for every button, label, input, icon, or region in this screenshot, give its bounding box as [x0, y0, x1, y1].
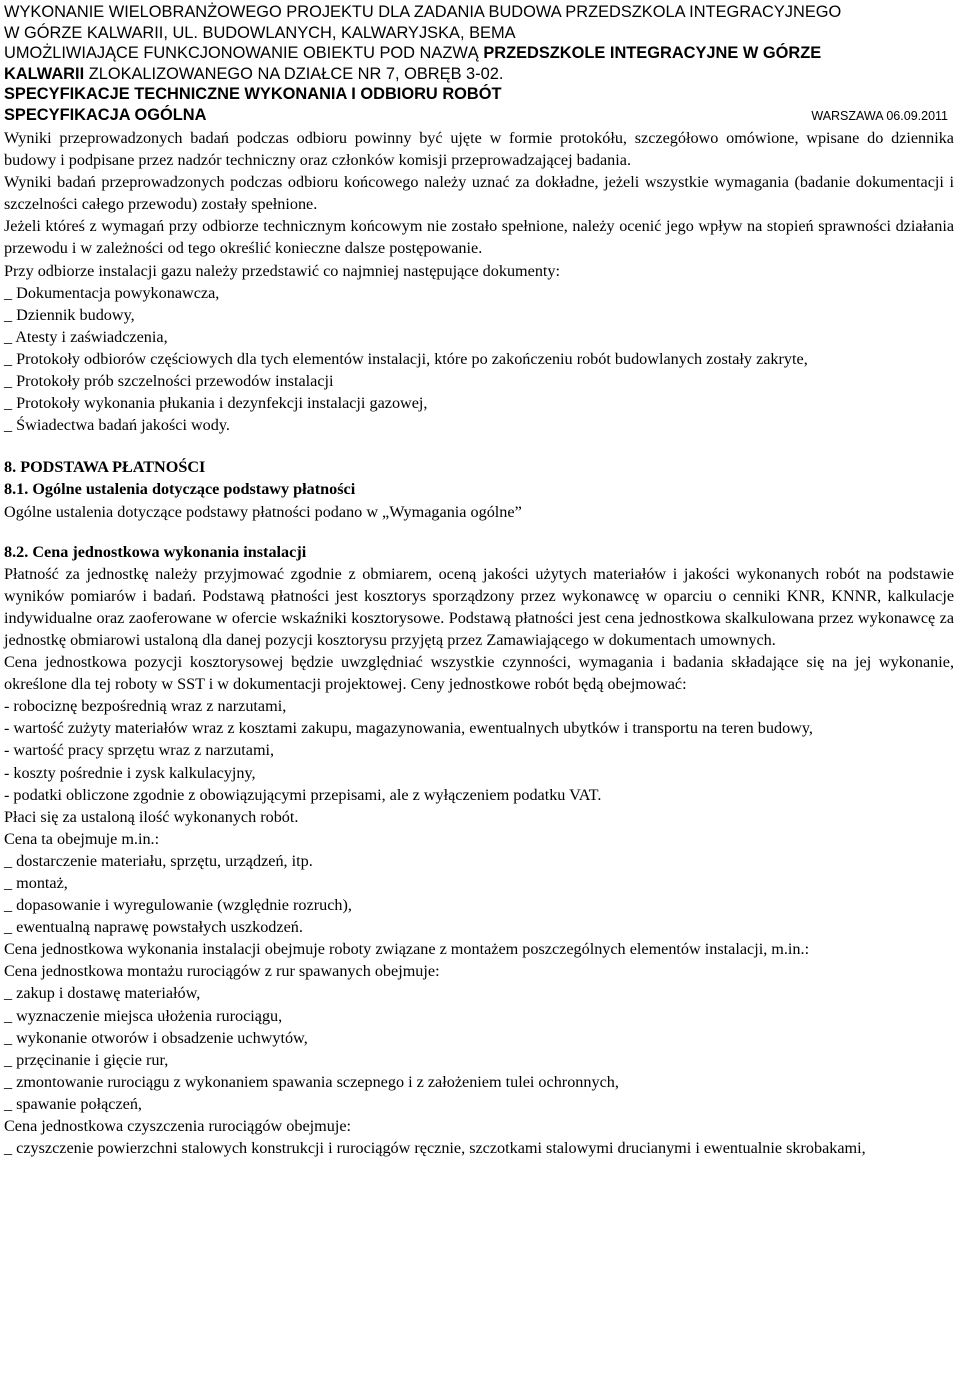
- list-item: _ dopasowanie i wyregulowanie (względnie rozruch),: [4, 896, 352, 915]
- list-item: _ dostarczenie materiału, sprzętu, urządzeń, itp.: [4, 851, 313, 870]
- header-line-2: W GÓRZE KALWARII, UL. BUDOWLANYCH, KALWARYJSKA, BEMA: [4, 23, 516, 42]
- paragraph-payment-basis: Płatność za jednostkę należy przyjmować zgodnie z obmiarem, oceną jakości użytych materiałów i jakości wykonanych robót na podstawie wyników pomiarów i badań. Podstawą płatności jest kosztorys sporządzony przez wykonawcę w oparciu o cenniki KNR, KNNR, kalkulacje indywidualne oraz zaoferowane w ofercie wskaźniki kosztorysowe. Podstawą płatności jest cena jednostkowa skalkulowana przez wykonawcę za jednostkę obmiarowi ustaloną dla danej pozycji kosztorysu przyjętą przez Zamawiającego w dokumentach umownych.: [4, 564, 954, 649]
- paragraph-price-includes: Cena ta obejmuje m.in.:: [4, 829, 160, 848]
- list-item: _ Protokoły wykonania płukania i dezynfekcji instalacji gazowej,: [4, 394, 428, 413]
- list-item: _ wyznaczenie miejsca ułożenia rurociągu,: [4, 1006, 283, 1025]
- paragraph-pay-quantity: Płaci się za ustaloną ilość wykonanych robót.: [4, 807, 299, 826]
- paragraph-installation-price: Cena jednostkowa wykonania instalacji obejmuje roboty związane z montażem poszczególnych elementów instalacji, m.in.:: [4, 940, 810, 959]
- paragraph-unit-price: Cena jednostkowa pozycji kosztorysowej będzie uwzględniać wszystkie czynności, wymagania i badania składające się na jej wykonanie, określone dla tej roboty w SST i w dokumentacji projektowej. Ceny jednostkowe robót będą obejmować:: [4, 653, 954, 694]
- list-item: _ ewentualną naprawę powstałych uszkodzeń.: [4, 918, 303, 937]
- header-line-4-bold: KALWARII: [4, 64, 85, 83]
- list-item: _ Dziennik budowy,: [4, 305, 135, 324]
- list-item: _ zakup i dostawę materiałów,: [4, 984, 201, 1003]
- list-item: - robociznę bezpośrednią wraz z narzutami,: [4, 697, 287, 716]
- paragraph-pipeline-assembly: Cena jednostkowa montażu rurociągów z rur spawanych obejmuje:: [4, 962, 440, 981]
- cleaning-list: [4, 1137, 954, 1159]
- list-item: _ spawanie połączeń,: [4, 1094, 142, 1113]
- list-item: - podatki obliczone zgodnie z obowiązującymi przepisami, ale z wyłączeniem podatku VAT.: [4, 785, 602, 804]
- list-item: _ czyszczenie powierzchni stalowych konstrukcji i rurociągów ręcznie, szczotkami stalowymi drucianymi i ewentualnie skrobakami,: [4, 1139, 866, 1158]
- list-item: _ wykonanie otworów i obsadzenie uchwytów,: [4, 1028, 308, 1047]
- list-item: _ przęcinanie i gięcie rur,: [4, 1050, 169, 1069]
- page-header: [4, 2, 954, 126]
- cost-items-list: [4, 695, 954, 805]
- price-includes-list: [4, 850, 954, 938]
- spacer: [4, 523, 954, 541]
- list-item: - wartość zużyty materiałów wraz z kosztami zakupu, magazynowania, ewentualnych ubytków i transportu na teren budowy,: [4, 719, 813, 738]
- section-heading-8-2: 8.2. Cena jednostkowa wykonania instalacji: [4, 542, 307, 561]
- header-line-3: [4, 43, 954, 64]
- header-line-3-normal: UMOŻLIWIAJĄCE FUNKCJONOWANIE OBIEKTU POD NAZWĄ: [4, 44, 484, 62]
- paragraph-final-results: Wyniki badań przeprowadzonych podczas odbioru końcowego należy uznać za dokładne, jeżeli wszystkie wymagania (badanie dokumentacji i szczelności całego przewodu) zostały spełnione.: [4, 173, 954, 214]
- list-item: - koszty pośrednie i zysk kalkulacyjny,: [4, 763, 256, 782]
- list-item: - wartość pracy sprzętu wraz z narzutami,: [4, 741, 275, 760]
- list-item: _ Protokoły odbiorów częściowych dla tych elementów instalacji, które po zakończeniu robót budowlanych zostały zakryte,: [4, 349, 808, 368]
- list-item: _ zmontowanie rurociągu z wykonaniem spawania sczepnego i z założeniem tulei ochronnych,: [4, 1072, 619, 1091]
- list-item: _ Atesty i zaświadczenia,: [4, 327, 168, 346]
- documents-list: [4, 282, 954, 437]
- assembly-list: [4, 982, 954, 1115]
- spacer: [4, 436, 954, 456]
- header-spec-title: SPECYFIKACJA OGÓLNA: [4, 105, 207, 124]
- list-item: _ Protokoły prób szczelności przewodów instalacji: [4, 372, 334, 391]
- paragraph-requirements-failed: Jeżeli któreś z wymagań przy odbiorze technicznym końcowym nie zostało spełnione, należy ocenić jego wpływ na stopień sprawności działania przewodu i w zależności od tego określić konieczne dalsze postępowanie.: [4, 217, 954, 258]
- header-line-4-normal: ZLOKALIZOWANEGO NA DZIAŁCE NR 7, OBRĘB 3-02.: [84, 64, 504, 83]
- header-line-5: SPECYFIKACJE TECHNICZNE WYKONANIA I ODBIORU ROBÓT: [4, 85, 502, 103]
- header-date: WARSZAWA 06.09.2011: [811, 108, 948, 123]
- paragraph-pipeline-cleaning: Cena jednostkowa czyszczenia rurociągów obejmuje:: [4, 1117, 351, 1136]
- list-item: _ Dokumentacja powykonawcza,: [4, 283, 220, 302]
- header-line-4: [4, 64, 954, 85]
- paragraph-general-payment: Ogólne ustalenia dotyczące podstawy płatności podano w „Wymagania ogólne”: [4, 502, 522, 521]
- list-item: _ Świadectwa badań jakości wody.: [4, 416, 230, 435]
- paragraph-documents-intro: Przy odbiorze instalacji gazu należy przedstawić co najmniej następujące dokumenty:: [4, 261, 561, 280]
- header-line-1: WYKONANIE WIELOBRANŻOWEGO PROJEKTU DLA ZADANIA BUDOWA PRZEDSZKOLA INTEGRACYJNEGO: [4, 3, 842, 21]
- header-line-6: [4, 105, 954, 127]
- document-body: [4, 127, 954, 1159]
- header-line-3-bold: PRZEDSZKOLE INTEGRACYJNE W GÓRZE: [483, 44, 822, 62]
- paragraph-results-protocol: Wyniki przeprowadzonych badań podczas odbioru powinny być ujęte w formie protokółu, szczegółowo omówione, wpisane do dziennika budowy i podpisane przez nadzór techniczny oraz członków komisji przeprowadzającej badania.: [4, 129, 954, 170]
- section-heading-8: 8. PODSTAWA PŁATNOŚCI: [4, 458, 206, 477]
- list-item: _ montaż,: [4, 874, 68, 892]
- section-heading-8-1: 8.1. Ogólne ustalenia dotyczące podstawy płatności: [4, 480, 356, 499]
